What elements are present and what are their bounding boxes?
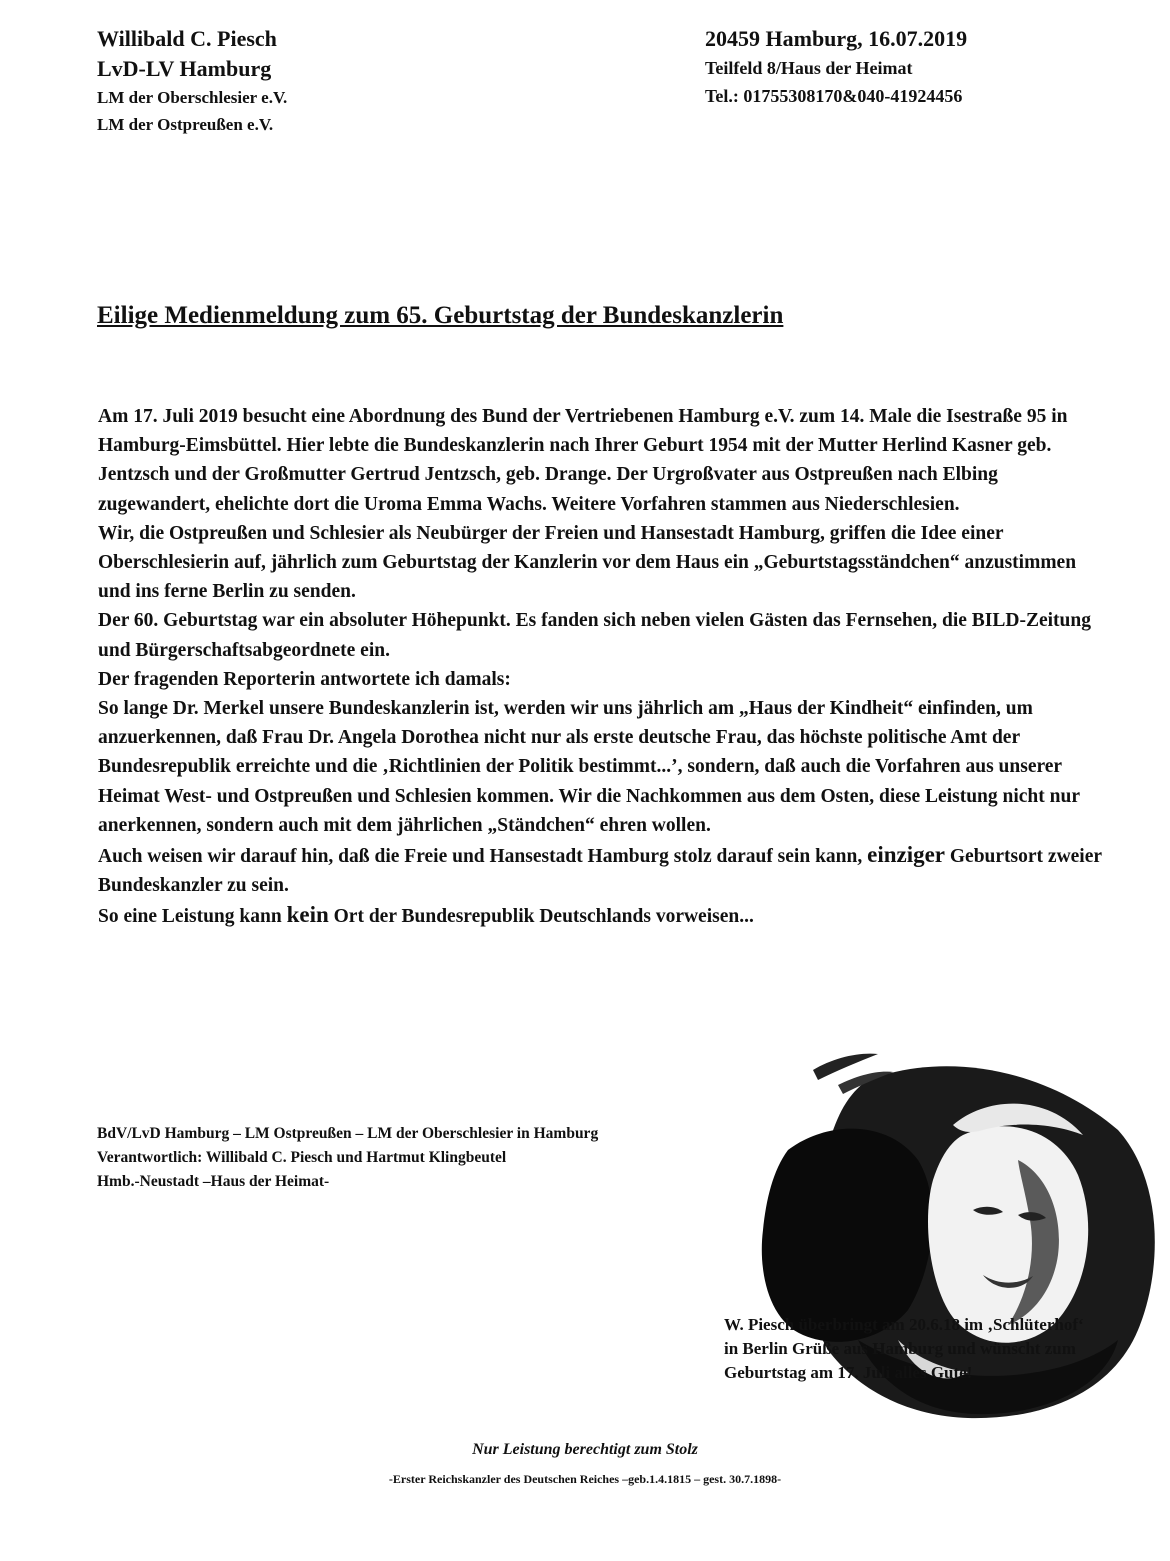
footer-location: Hmb.-Neustadt –Haus der Heimat- — [97, 1173, 330, 1190]
motto-attribution: -Erster Reichskanzler des Deutschen Reiches –geb.1.4.1815 – gest. 30.7.1898- — [388, 1472, 782, 1486]
paragraph-hamburg-a: Auch weisen wir darauf hin, daß die Freie und Hansestadt Hamburg stolz darauf sein kann, — [98, 846, 863, 868]
body-text — [98, 402, 1108, 932]
footer-responsible: Verantwortlich: Willibald C. Piesch und Hartmut Klingbeutel — [97, 1149, 507, 1166]
footer-block — [97, 1122, 598, 1194]
paragraph-answer: So lange Dr. Merkel unsere Bundeskanzlerin ist, werden wir uns jährlich am „Haus der Kindheit“ einfinden, um anzuerkennen, daß Frau Dr. Angela Dorothea nicht nur als erste deutsche Frau, das höchste politische Amt der Bundesrepublik erreichte und die ‚Richtlinien der Politik bestimmt...’, sondern, daß auch die Vorfahren aus unserer Heimat West- und Ostpreußen und Schlesien kommen. Wir die Nachkommen aus dem Osten, diese Leistung nicht nur anerkennen, sondern auch mit dem jährlichen „Ständchen“ ehren wollen. — [98, 698, 1080, 836]
document-heading: Eilige Medienmeldung zum 65. Geburtstag der Bundeskanzlerin — [97, 302, 784, 329]
address: Teilfeld 8/Haus der Heimat — [705, 58, 913, 78]
sender-name: Willibald C. Piesch — [97, 26, 277, 51]
footer-organizations: BdV/LvD Hamburg – LM Ostpreußen – LM der Oberschlesier in Hamburg — [97, 1125, 599, 1142]
sender-org-oberschlesier: LM der Oberschlesier e.V. — [97, 88, 288, 107]
paragraph-hamburg-b: Geburtsort zweier Bundeskanzler zu sein. — [98, 846, 1102, 897]
motto-quote: Nur Leistung berechtigt zum Stolz — [472, 1441, 698, 1458]
sender-block — [97, 24, 287, 138]
paragraph-closing-b: Ort der Bundesrepublik Deutschlands vorweisen... — [333, 906, 754, 928]
city-date: 20459 Hamburg, 16.07.2019 — [705, 26, 968, 51]
paragraph-hamburg — [98, 840, 1108, 900]
phone: Tel.: 01755308170&040-41924456 — [705, 86, 963, 106]
paragraph-closing — [98, 900, 1108, 931]
photo-caption — [724, 1313, 1084, 1385]
paragraph-visit: Am 17. Juli 2019 besucht eine Abordnung des Bund der Vertriebenen Hamburg e.V. zum 14. Male die Isestraße 95 in Hamburg-Eimsbüttel. Hier lebte die Bundeskanzlerin nach Ihrer Geburt 1954 mit der Mutter Herlind Kasner geb. Jentzsch und der Großmutter Gertrud Jentzsch, geb. Drange. Der Urgroßvater aus Ostpreußen nach Elbing zugewandert, ehelichte dort die Uroma Emma Wachs. Weitere Vorfahren stammen aus Niederschlesien. — [98, 406, 1068, 515]
paragraph-closing-a: So eine Leistung kann — [98, 906, 282, 928]
caption-line-3: Geburtstag am 17. Juli alles Gute! — [724, 1363, 973, 1382]
place-date-block — [705, 24, 967, 110]
caption-line-2: in Berlin Grüße aus Hamburg und wünscht zum — [724, 1339, 1076, 1358]
emphasis-kein: kein — [286, 902, 329, 928]
paragraph-idea: Wir, die Ostpreußen und Schlesier als Neubürger der Freien und Hansestadt Hamburg, griffen die Idee einer Oberschlesierin auf, jährlich zum Geburtstag der Kanzlerin vor dem Haus ein „Geburtstagsständchen“ anzustimmen und ins ferne Berlin zu senden. — [98, 522, 1077, 603]
sender-org-ostpreussen: LM der Ostpreußen e.V. — [97, 115, 274, 134]
caption-line-1: W. Piesch überbringt am 20.6.18 im ‚Schlüterhof‘ — [724, 1315, 1084, 1334]
sender-org-lvd: LvD-LV Hamburg — [97, 56, 272, 81]
emphasis-einziger: einziger — [867, 842, 946, 868]
paragraph-60th: Der 60. Geburtstag war ein absoluter Höhepunkt. Es fanden sich neben vielen Gästen das Fernsehen, die BILD-Zeitung und Bürgerschaftsabgeordnete ein. — [98, 610, 1091, 661]
paragraph-reporter: Der fragenden Reporterin antwortete ich damals: — [98, 668, 511, 690]
